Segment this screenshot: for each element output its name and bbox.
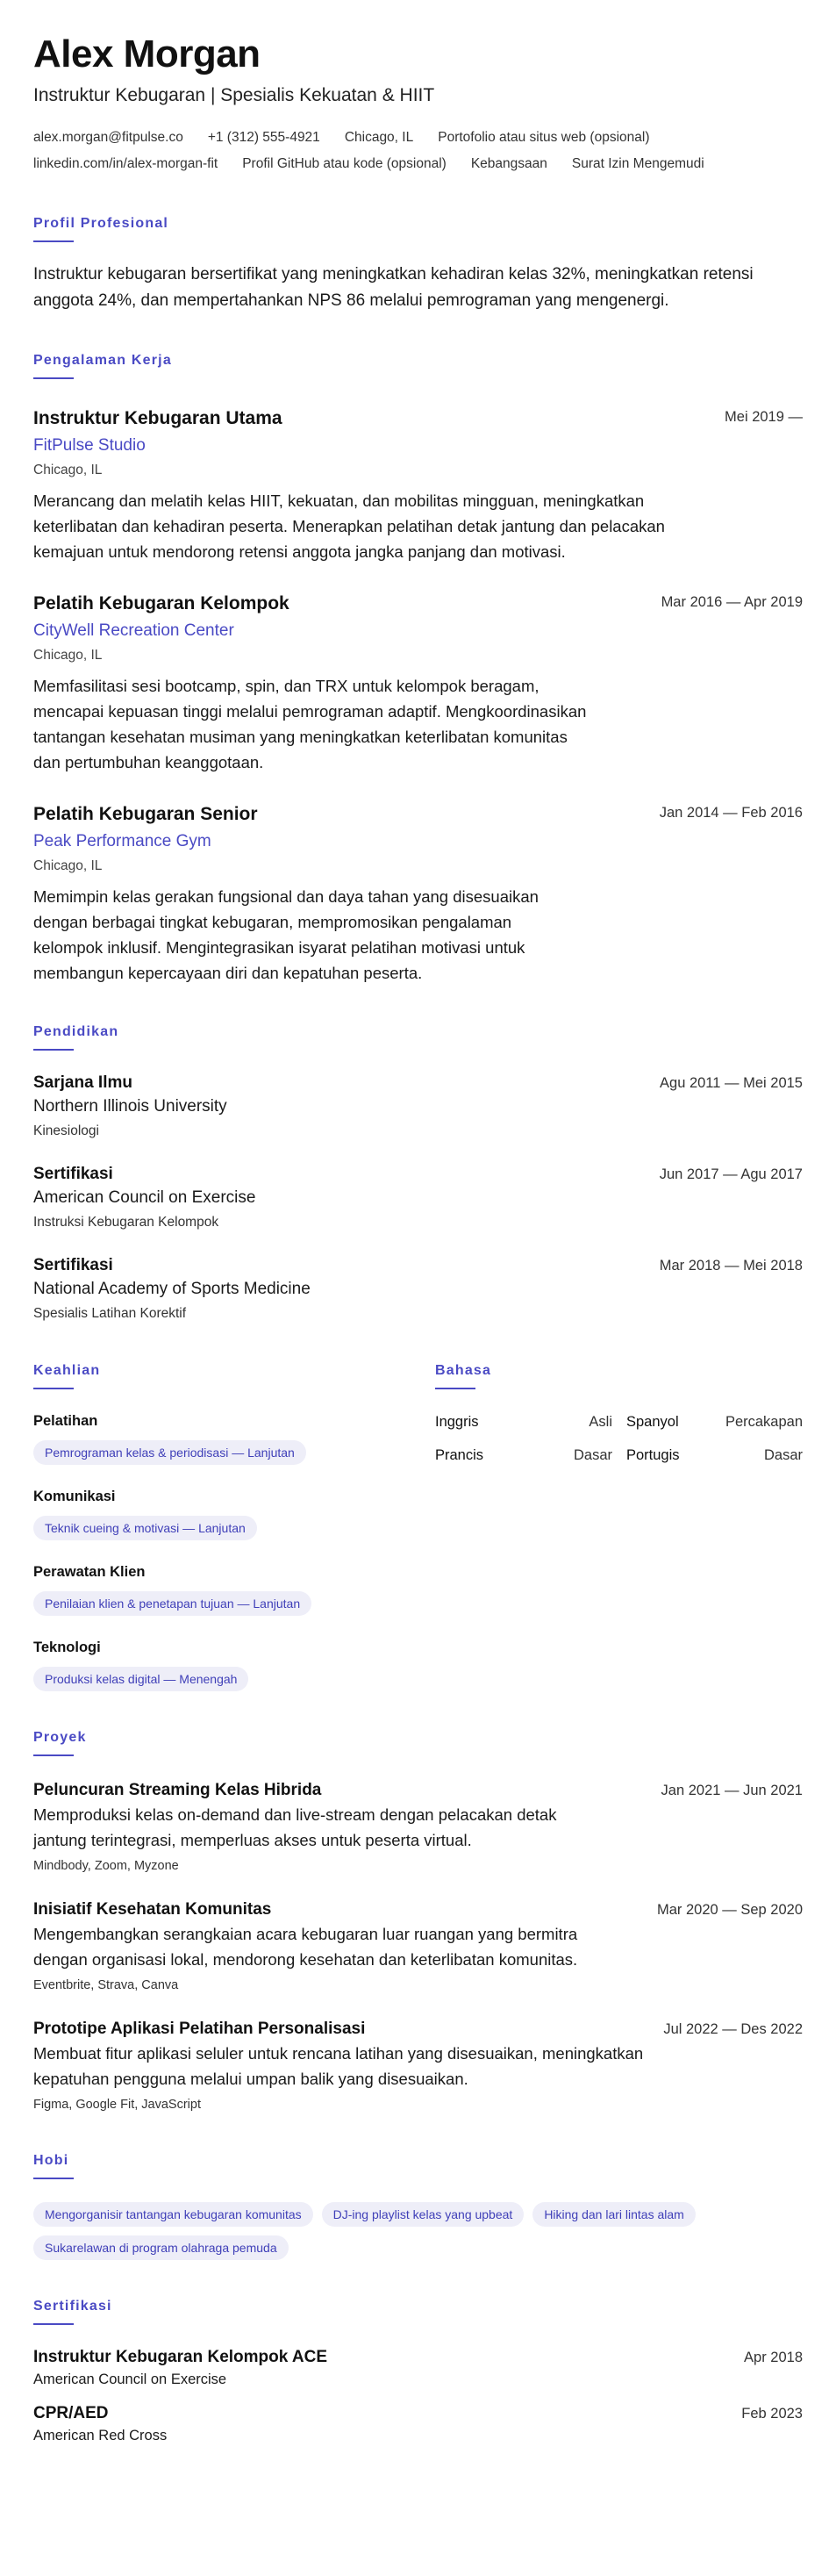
certification-issuer: American Council on Exercise [33,2371,227,2387]
education-entry [33,1163,803,1233]
project-description: Mengembangkan serangkaian acara kebugaran luar ruangan yang bermitra dengan organisasi lokal, mendorong kesehatan dan keterlibatan komunitas. [33,1925,578,1969]
job-company: FitPulse Studio [33,436,146,455]
education-degree: Sertifikasi [33,1165,113,1183]
education-field: Kinesiologi [33,1123,99,1138]
skill-group-name: Perawatan Klien [33,1564,146,1580]
language-name: Inggris [435,1414,479,1430]
project-date: Jan 2021 — Jun 2021 [661,1783,803,1798]
candidate-headline: Instruktur Kebugaran | Spesialis Kekuatan & HIIT [33,85,435,105]
project-tools: Figma, Google Fit, JavaScript [33,2098,201,2112]
section-title-profile: Profil Profesional [33,216,803,242]
education-date: Agu 2011 — Mei 2015 [660,1075,803,1091]
certification-date: Apr 2018 [744,2350,803,2365]
project-entry [33,2018,803,2114]
education-degree: Sertifikasi [33,1256,113,1274]
project-entry [33,1779,803,1876]
certification-name: CPR/AED [33,2404,109,2422]
job-entry [33,405,803,564]
skill-pill: Teknik cueing & motivasi — Lanjutan [33,1516,257,1540]
skill-group-name: Komunikasi [33,1489,116,1504]
hobby-pill: Sukarelawan di program olahraga pemuda [33,2235,289,2260]
contact-driving-license: Surat Izin Mengemudi [571,156,704,171]
job-description: Memimpin kelas gerakan fungsional dan daya tahan yang disesuaikan dengan berbagai tingkat kebugaran, mempromosikan pengalaman kelompok inklusif. Mengintegrasikan isyarat pelatihan motivasi untuk membangun kepercayaan diri dan kepatuhan peserta. [33,887,539,982]
language-level: Percakapan [725,1414,803,1430]
hobby-pill: Hiking dan lari lintas alam [532,2202,696,2227]
project-entry [33,1898,803,1995]
section-title-certifications: Sertifikasi [33,2299,803,2325]
section-title-hobbies: Hobi [33,2153,803,2179]
job-date: Jan 2014 — Feb 2016 [659,805,803,821]
skill-pill: Penilaian klien & penetapan tujuan — Lanjutan [33,1591,311,1616]
certifications-section [33,2299,803,2446]
job-title: Pelatih Kebugaran Kelompok [33,593,289,614]
contact-portfolio[interactable]: Portofolio atau situs web (opsional) [438,130,650,145]
languages-section [435,1363,803,1691]
project-date: Jul 2022 — Des 2022 [663,2021,803,2037]
education-field: Instruksi Kebugaran Kelompok [33,1215,219,1230]
education-date: Mar 2018 — Mei 2018 [659,1258,803,1274]
project-tools: Mindbody, Zoom, Myzone [33,1859,179,1873]
section-title-experience: Pengalaman Kerja [33,353,803,379]
resume-header [33,32,803,177]
hobby-list [33,2193,803,2260]
job-entry [33,801,803,986]
section-title-projects: Proyek [33,1730,803,1756]
skills-languages-row [33,1363,803,1691]
contact-location: Chicago, IL [344,130,414,145]
education-field: Spesialis Latihan Korektif [33,1306,187,1321]
project-title: Prototipe Aplikasi Pelatihan Personalisasi [33,2020,366,2038]
contact-linkedin[interactable]: linkedin.com/in/alex-morgan-fit [33,156,218,171]
skill-pill: Produksi kelas digital — Menengah [33,1667,248,1691]
certification-name: Instruktur Kebugaran Kelompok ACE [33,2348,328,2366]
project-date: Mar 2020 — Sep 2020 [656,1902,803,1918]
language-name: Spanyol [626,1414,679,1430]
skill-pill: Pemrograman kelas & periodisasi — Lanjutan [33,1440,306,1465]
job-location: Chicago, IL [33,463,103,477]
job-date: Mei 2019 — [725,409,803,425]
skill-group [33,1486,435,1540]
education-date: Jun 2017 — Agu 2017 [659,1166,803,1182]
certification-entry [33,2346,803,2390]
project-title: Peluncuran Streaming Kelas Hibrida [33,1781,322,1799]
contact-email[interactable]: alex.morgan@fitpulse.co [33,130,183,145]
certification-date: Feb 2023 [741,2406,803,2422]
skill-group [33,1410,435,1465]
section-title-languages: Bahasa [435,1363,803,1389]
hobby-pill: Mengorganisir tantangan kebugaran komunitas [33,2202,313,2227]
certification-issuer: American Red Cross [33,2428,168,2443]
education-institution: Northern Illinois University [33,1097,227,1116]
skill-group-name: Teknologi [33,1640,101,1655]
skill-group-name: Pelatihan [33,1413,98,1429]
job-entry [33,591,803,775]
project-description: Memproduksi kelas on-demand dan live-stream dengan pelacakan detak jantung terintegrasi, memperluas akses untuk peserta virtual. [33,1805,557,1849]
job-description: Memfasilitasi sesi bootcamp, spin, dan TRX untuk kelompok beragam, mencapai kepuasan tinggi melalui pemrograman adaptif. Mengkoordinasikan tantangan kesehatan musiman yang meningkatkan keterlibatan komunitas dan pertumbuhan keanggotaan. [33,677,587,771]
language-name: Portugis [626,1447,680,1463]
experience-section [33,353,803,986]
project-title: Inisiatif Kesehatan Komunitas [33,1900,272,1919]
education-institution: American Council on Exercise [33,1188,256,1207]
language-name: Prancis [435,1447,484,1463]
education-institution: National Academy of Sports Medicine [33,1280,311,1298]
contact-nationality: Kebangsaan [470,156,547,171]
job-company: CityWell Recreation Center [33,621,234,640]
language-level: Dasar [573,1447,612,1463]
project-tools: Eventbrite, Strava, Canva [33,1978,179,1992]
job-company: Peak Performance Gym [33,832,211,850]
job-title: Instruktur Kebugaran Utama [33,408,282,428]
education-entry [33,1072,803,1142]
language-grid [435,1410,803,1467]
contact-github[interactable]: Profil GitHub atau kode (opsional) [242,156,447,171]
skills-section [33,1363,435,1691]
language-level: Dasar [763,1447,803,1463]
job-title: Pelatih Kebugaran Senior [33,804,258,824]
job-location: Chicago, IL [33,648,103,663]
education-degree: Sarjana Ilmu [33,1073,132,1092]
project-description: Membuat fitur aplikasi seluler untuk rencana latihan yang disesuaikan, meningkatkan kepatuhan pengguna melalui umpan balik yang disesuaikan. [33,2044,644,2088]
skill-group [33,1637,435,1691]
profile-section [33,216,803,314]
hobbies-section [33,2153,803,2260]
profile-summary: Instruktur kebugaran bersertifikat yang meningkatkan kehadiran kelas 32%, meningkatkan retensi anggota 24%, dan mempertahankan NPS 86 melalui pemrograman yang mengenergi. [33,265,754,310]
education-section [33,1024,803,1324]
certification-entry [33,2402,803,2446]
candidate-name: Alex Morgan [33,32,261,75]
education-entry [33,1254,803,1324]
section-title-skills: Keahlian [33,1363,435,1389]
hobby-pill: DJ-ing playlist kelas yang upbeat [322,2202,525,2227]
job-description: Merancang dan melatih kelas HIIT, kekuatan, dan mobilitas mingguan, meningkatkan keterlibatan dan kehadiran peserta. Menerapkan pelatihan detak jantung dan pelacakan kemajuan untuk mendorong retensi anggota jangka panjang dan motivasi. [33,492,665,561]
job-location: Chicago, IL [33,858,103,873]
section-title-education: Pendidikan [33,1024,803,1051]
projects-section [33,1730,803,2114]
contact-phone[interactable]: +1 (312) 555-4921 [207,130,320,145]
language-level: Asli [589,1414,612,1430]
job-date: Mar 2016 — Apr 2019 [661,594,803,610]
skill-group [33,1561,435,1616]
contact-list [33,125,803,177]
